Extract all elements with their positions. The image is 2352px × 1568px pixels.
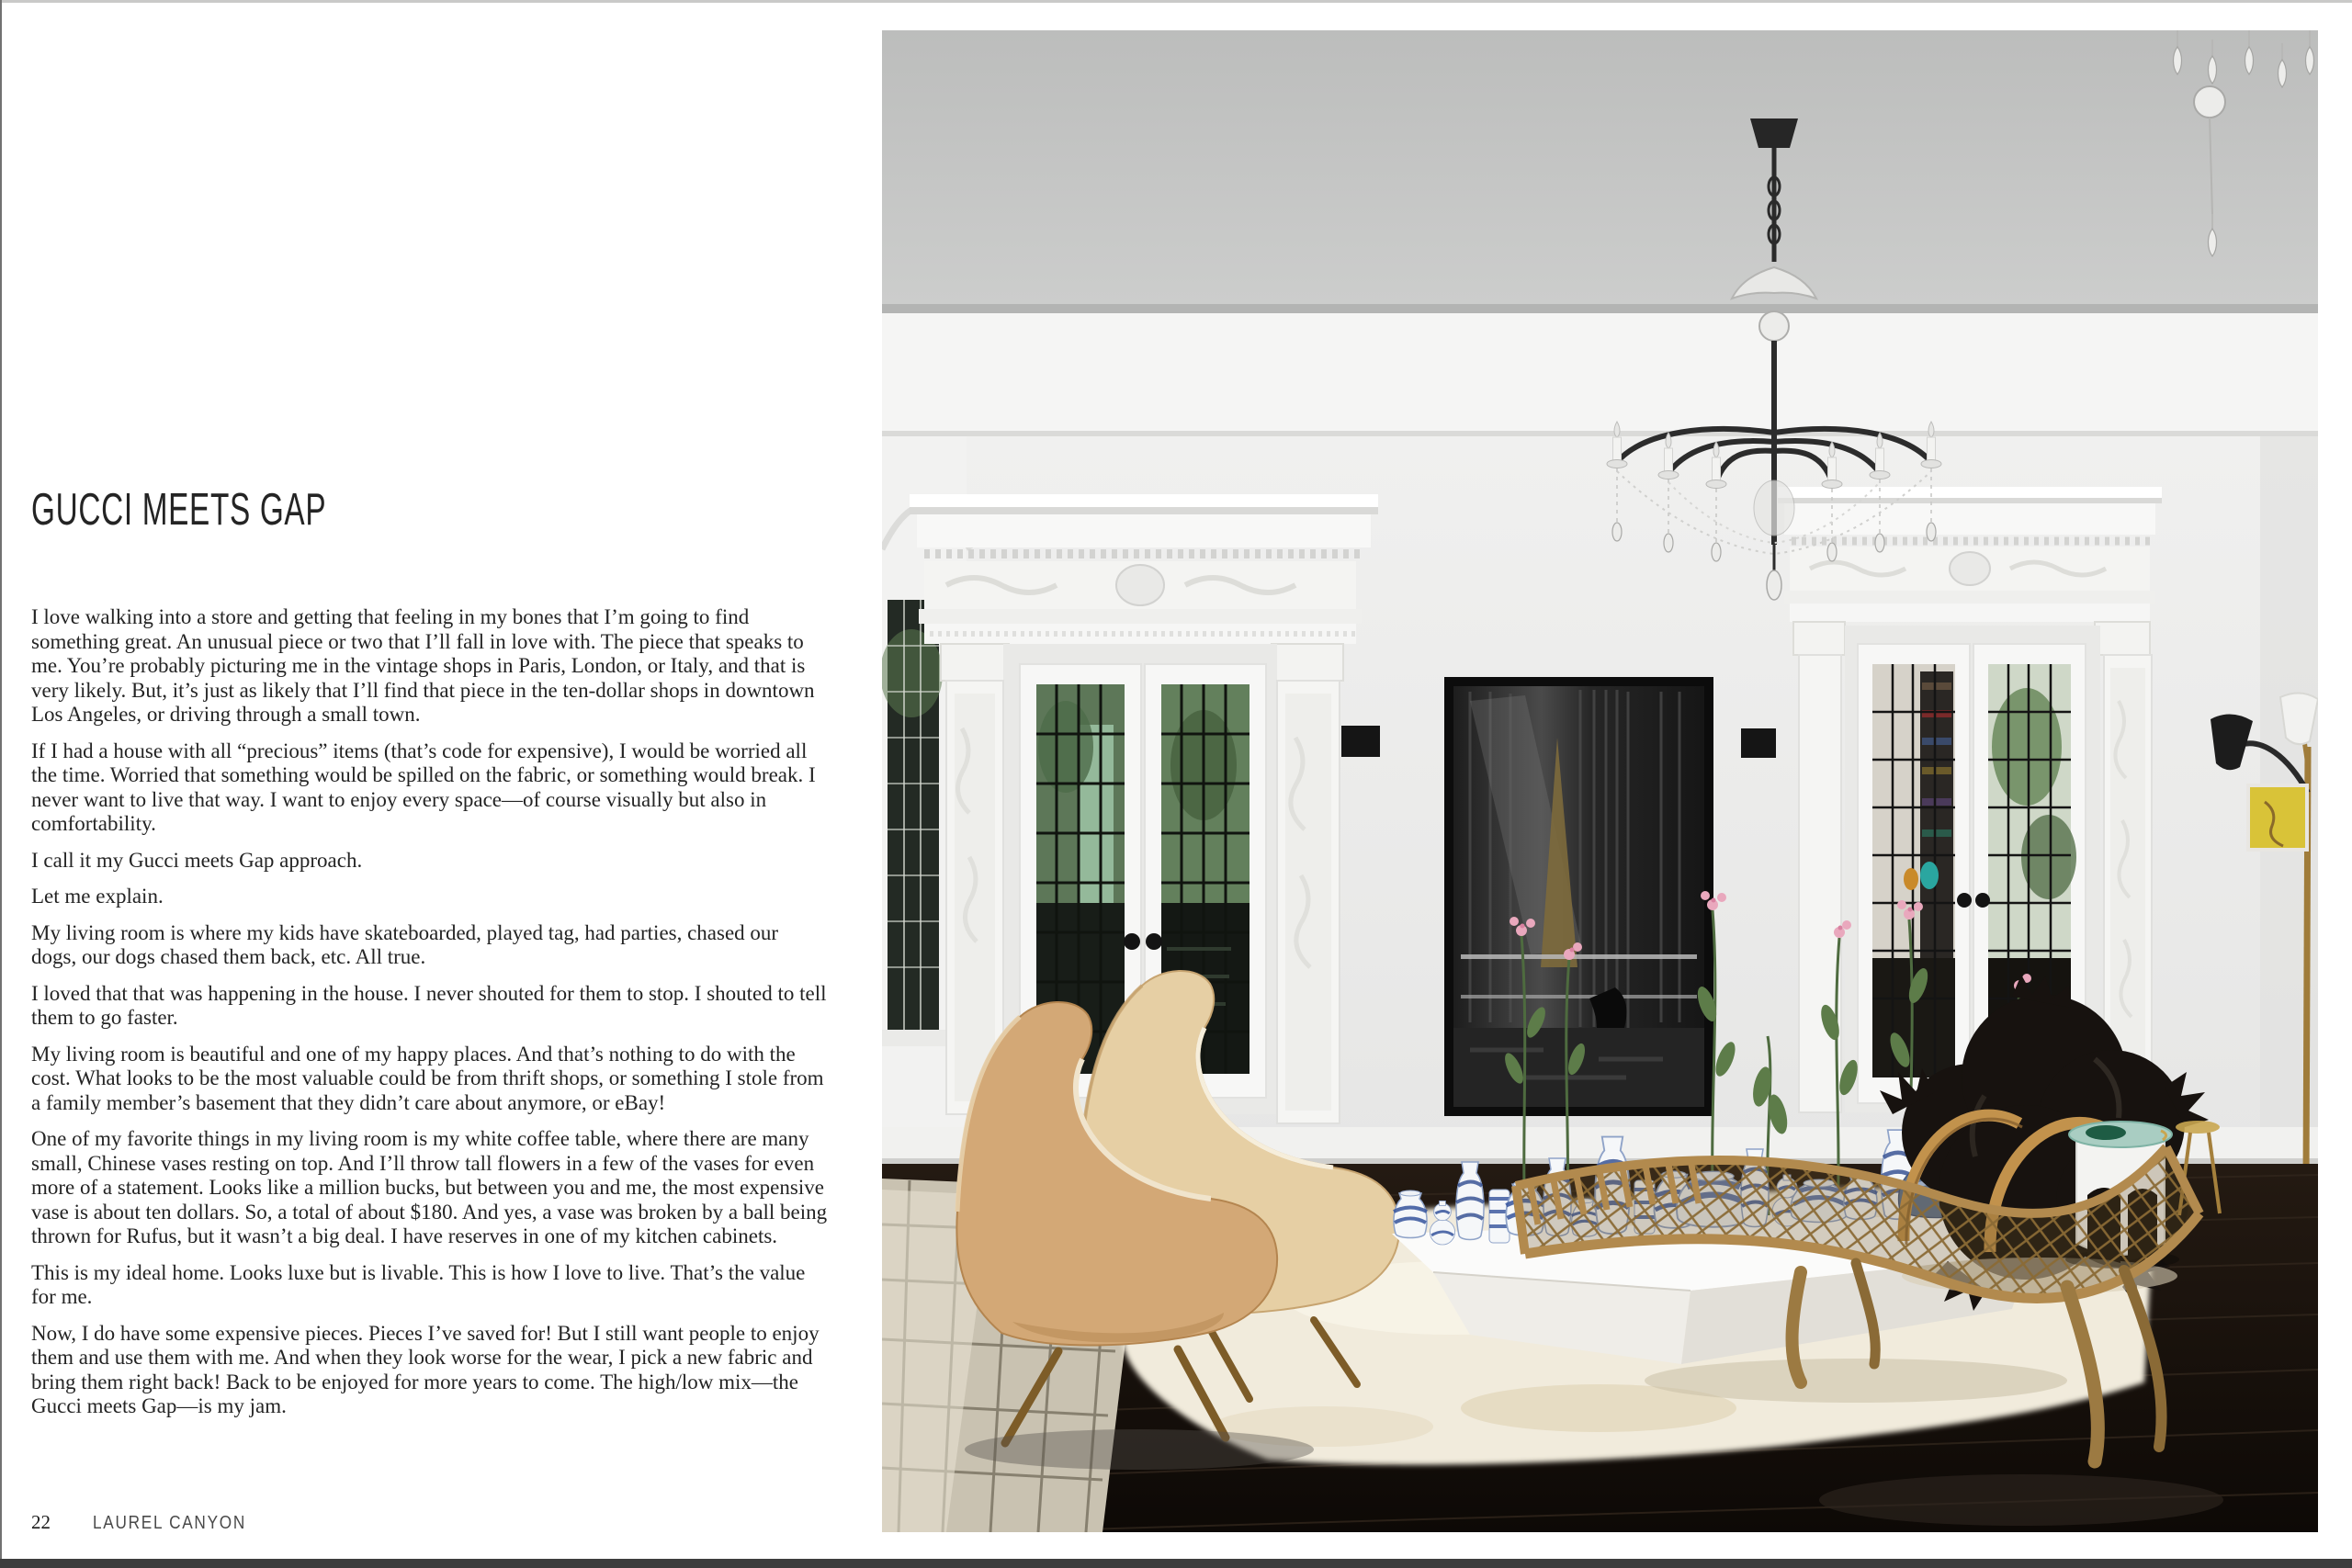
body-paragraph: I love walking into a store and getting that feeling in my bones that I’m going to find something great. An unusual piece or two that I’ll fall in love with. The piece that speaks to me. You’re probably picturing me in the vintage shops in Paris, London, or Italy, and that is very likely. But, it’s just as likely that I’ll find that piece in the ten-dollar shops in downtown Los Angeles, or driving through a small town. <box>31 605 815 726</box>
yellow-art <box>2246 784 2309 852</box>
body-paragraph: I call it my Gucci meets Gap approach. <box>31 848 363 872</box>
page-left-edge <box>0 0 2 1568</box>
ceiling <box>882 30 2318 436</box>
page-top-edge <box>0 0 2352 3</box>
page-bottom-edge <box>0 1559 2352 1568</box>
body-paragraph: My living room is beautiful and one of my happy places. And that’s nothing to do with the cost. What looks to be the most valuable could be from thrift shops, or something I stole from a family member’s basement that they didn’t care about anymore, or eBay! <box>31 1042 824 1114</box>
body-paragraph: If I had a house with all “precious” items (that’s code for expensive), I would be worried all the time. Worried that something would be spilled on the fabric, or something would break. I never want to live that way. I want to enjoy every space—of course visually but also in comfortability. <box>31 739 816 835</box>
page-footer <box>31 1511 271 1534</box>
body-paragraph: My living room is where my kids have skateboarded, played tag, had parties, chased our dogs, our dogs chased them back, etc. All true. <box>31 920 779 968</box>
footer-book-title: LAUREL CANYON <box>93 1513 247 1533</box>
article-column <box>31 484 829 1431</box>
page-number: 22 <box>31 1511 51 1533</box>
chapter-title: GUCCI MEETS GAP <box>31 485 327 535</box>
body-paragraph: One of my favorite things in my living room is my white coffee table, where there are many small, Chinese vases resting on top. And I’ll throw tall flowers in a few of the vases for even more of a statement. Looks like a million bucks, but between you and me, the most expensive vase is about ten dollars. So, a total of about $180. And yes, a vase was broken by a ball being thrown for Rufus, but it wasn’t a big deal. I have reserves in one of my kitchen cabinets. <box>31 1127 828 1247</box>
body-paragraph: Now, I do have some expensive pieces. Pieces I’ve saved for! But I still want people to enjoy them and use them with me. And when they look worse for the wear, I pick a new fabric and bring them right back! Back to be enjoyed for more years to come. The high/low mix—the Gucci meets Gap—is my jam. <box>31 1321 820 1417</box>
body-paragraph: This is my ideal home. Looks luxe but is livable. This is how I love to live. That’s the value for me. <box>31 1260 806 1308</box>
living-room-photo <box>882 30 2318 1532</box>
body-paragraph: Let me explain. <box>31 885 164 908</box>
body-paragraph: I loved that that was happening in the house. I never shouted for them to stop. I shouted to tell them to go faster. <box>31 981 827 1029</box>
